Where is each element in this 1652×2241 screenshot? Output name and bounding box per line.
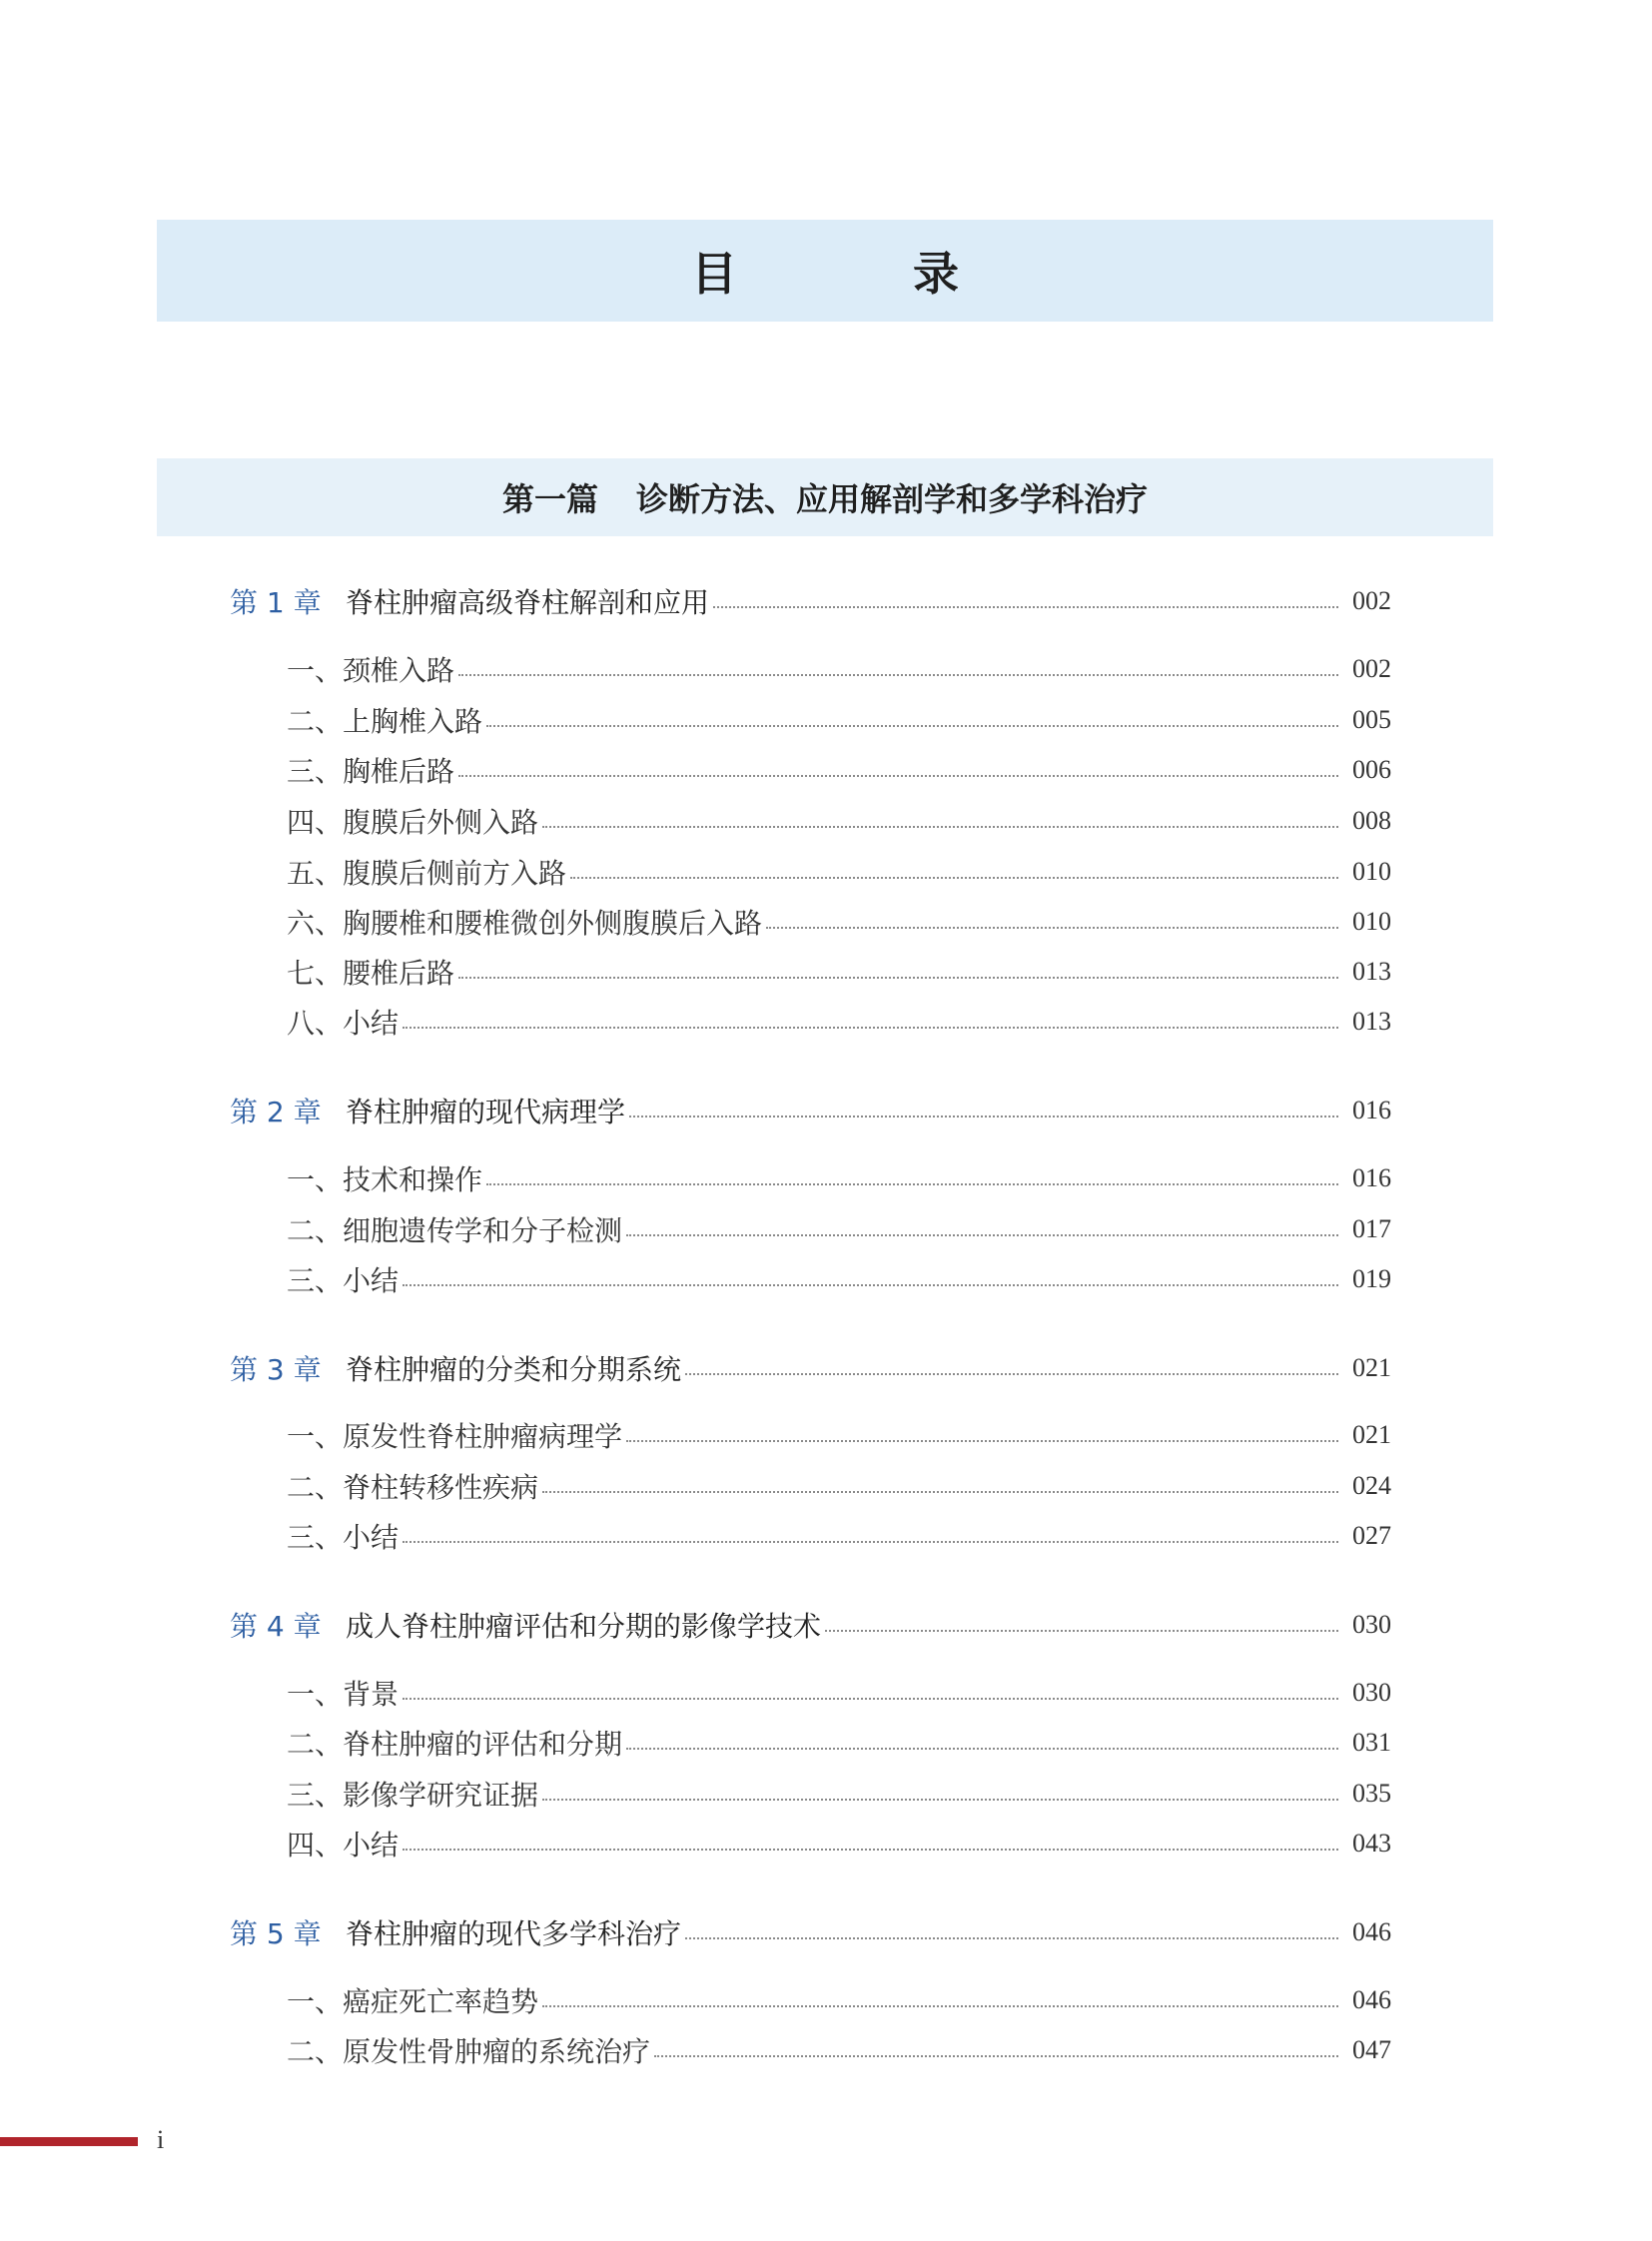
dot-leader (626, 1234, 1338, 1236)
dot-leader (458, 977, 1338, 979)
dot-leader (626, 1440, 1338, 1442)
dot-leader (626, 1748, 1338, 1750)
toc-section-entry[interactable] (0, 649, 1652, 689)
page-number: 031 (1352, 1728, 1391, 1757)
dot-leader (654, 2055, 1338, 2057)
footer-page-number: i (157, 2125, 165, 2154)
dot-leader (458, 775, 1338, 777)
dot-leader (403, 1541, 1338, 1543)
toc-chapter-entry[interactable] (0, 581, 1652, 621)
section-title: 一、技术和操作 (287, 1163, 483, 1196)
section-title: 二、原发性骨肿瘤的系统治疗 (287, 2035, 651, 2068)
toc-section-entry[interactable] (0, 750, 1652, 790)
section-title: 三、小结 (287, 1521, 400, 1554)
chapter-title: 脊柱肿瘤的分类和分期系统 (346, 1353, 682, 1386)
section-title: 三、小结 (287, 1264, 400, 1297)
section-title: 六、胸腰椎和腰椎微创外侧腹膜后入路 (287, 907, 763, 940)
dot-leader (486, 725, 1338, 727)
page-number: 019 (1352, 1264, 1391, 1293)
dot-leader (542, 1799, 1338, 1801)
section-title: 一、原发性脊柱肿瘤病理学 (287, 1420, 623, 1453)
toc-section-entry[interactable] (0, 1516, 1652, 1556)
dot-leader (403, 1849, 1338, 1851)
section-title: 二、细胞遗传学和分子检测 (287, 1214, 623, 1247)
dot-leader (685, 1937, 1338, 1939)
page-number: 021 (1352, 1353, 1391, 1382)
toc-section-entry[interactable] (0, 852, 1652, 892)
page-number: 010 (1352, 907, 1391, 936)
dot-leader (486, 1183, 1338, 1185)
toc-section-entry[interactable] (0, 1158, 1652, 1198)
part-header (157, 458, 1493, 536)
section-title: 八、小结 (287, 1007, 400, 1040)
section-title: 四、小结 (287, 1829, 400, 1862)
toc-chapter-entry[interactable] (0, 1091, 1652, 1130)
toc-section-entry[interactable] (0, 2030, 1652, 2070)
page-number: 030 (1352, 1678, 1391, 1707)
toc-section-entry[interactable] (0, 801, 1652, 841)
page-number: 035 (1352, 1779, 1391, 1808)
toc-section-entry[interactable] (0, 952, 1652, 992)
page-number: 013 (1352, 1007, 1391, 1036)
page-number: 043 (1352, 1829, 1391, 1858)
toc-section-entry[interactable] (0, 1002, 1652, 1042)
chapter-number: 第 3 章 (230, 1353, 322, 1386)
toc-title-band (157, 220, 1493, 322)
page-number: 027 (1352, 1521, 1391, 1550)
dot-leader (542, 2005, 1338, 2007)
toc-section-entry[interactable] (0, 1466, 1652, 1506)
toc-section-entry[interactable] (0, 1673, 1652, 1713)
section-title: 一、癌症死亡率趋势 (287, 1985, 539, 2018)
toc-section-entry[interactable] (0, 1774, 1652, 1814)
page-number: 017 (1352, 1214, 1391, 1243)
toc-section-entry[interactable] (0, 700, 1652, 740)
dot-leader (542, 826, 1338, 828)
page-number: 010 (1352, 857, 1391, 886)
page-number: 013 (1352, 957, 1391, 986)
page-number: 002 (1352, 586, 1391, 615)
page-number: 021 (1352, 1420, 1391, 1449)
footer-accent-bar (0, 2137, 138, 2146)
section-title: 一、颈椎入路 (287, 654, 455, 687)
toc-chapter-entry[interactable] (0, 1912, 1652, 1952)
dot-leader (713, 606, 1338, 608)
section-title: 二、脊柱转移性疾病 (287, 1471, 539, 1504)
chapter-title: 脊柱肿瘤的现代多学科治疗 (346, 1917, 682, 1950)
section-title: 三、影像学研究证据 (287, 1779, 539, 1812)
dot-leader (403, 1027, 1338, 1029)
toc-section-entry[interactable] (0, 902, 1652, 942)
section-title: 二、脊柱肿瘤的评估和分期 (287, 1728, 623, 1761)
section-title: 三、胸椎后路 (287, 755, 455, 788)
toc-section-entry[interactable] (0, 1415, 1652, 1455)
toc-chapter-entry[interactable] (0, 1605, 1652, 1645)
chapter-title: 脊柱肿瘤的现代病理学 (346, 1096, 626, 1128)
page-number: 002 (1352, 654, 1391, 683)
chapter-title: 成人脊柱肿瘤评估和分期的影像学技术 (346, 1610, 822, 1643)
page-number: 016 (1352, 1096, 1391, 1124)
page-number: 047 (1352, 2035, 1391, 2064)
section-title: 五、腹膜后侧前方入路 (287, 857, 567, 890)
toc-section-entry[interactable] (0, 1723, 1652, 1763)
chapter-number: 第 5 章 (230, 1917, 322, 1950)
chapter-number: 第 4 章 (230, 1610, 322, 1643)
dot-leader (403, 1284, 1338, 1286)
dot-leader (825, 1630, 1338, 1632)
dot-leader (403, 1698, 1338, 1700)
chapter-number: 第 2 章 (230, 1096, 322, 1128)
page-number: 008 (1352, 806, 1391, 835)
page-number: 046 (1352, 1985, 1391, 2014)
dot-leader (629, 1116, 1338, 1118)
toc-section-entry[interactable] (0, 1980, 1652, 2020)
page-number: 005 (1352, 705, 1391, 734)
toc-title: 目 录 (690, 247, 1039, 301)
dot-leader (542, 1491, 1338, 1493)
dot-leader (685, 1373, 1338, 1375)
page-number: 024 (1352, 1471, 1391, 1500)
chapter-title: 脊柱肿瘤高级脊柱解剖和应用 (346, 586, 710, 619)
toc-chapter-entry[interactable] (0, 1348, 1652, 1388)
section-title: 七、腰椎后路 (287, 957, 455, 990)
chapter-number: 第 1 章 (230, 586, 322, 619)
part-label: 第一篇 (501, 480, 598, 518)
section-title: 四、腹膜后外侧入路 (287, 806, 539, 839)
dot-leader (766, 927, 1338, 929)
page-number: 030 (1352, 1610, 1391, 1639)
dot-leader (458, 674, 1338, 676)
dot-leader (570, 877, 1338, 879)
toc-section-entry[interactable] (0, 1259, 1652, 1299)
section-title: 一、背景 (287, 1678, 400, 1711)
page-number: 046 (1352, 1917, 1391, 1946)
section-title: 二、上胸椎入路 (287, 705, 483, 738)
toc-section-entry[interactable] (0, 1824, 1652, 1864)
part-title: 诊断方法、应用解剖学和多学科治疗 (636, 480, 1149, 518)
page-number: 016 (1352, 1163, 1391, 1192)
toc-section-entry[interactable] (0, 1209, 1652, 1249)
page-number: 006 (1352, 755, 1391, 784)
